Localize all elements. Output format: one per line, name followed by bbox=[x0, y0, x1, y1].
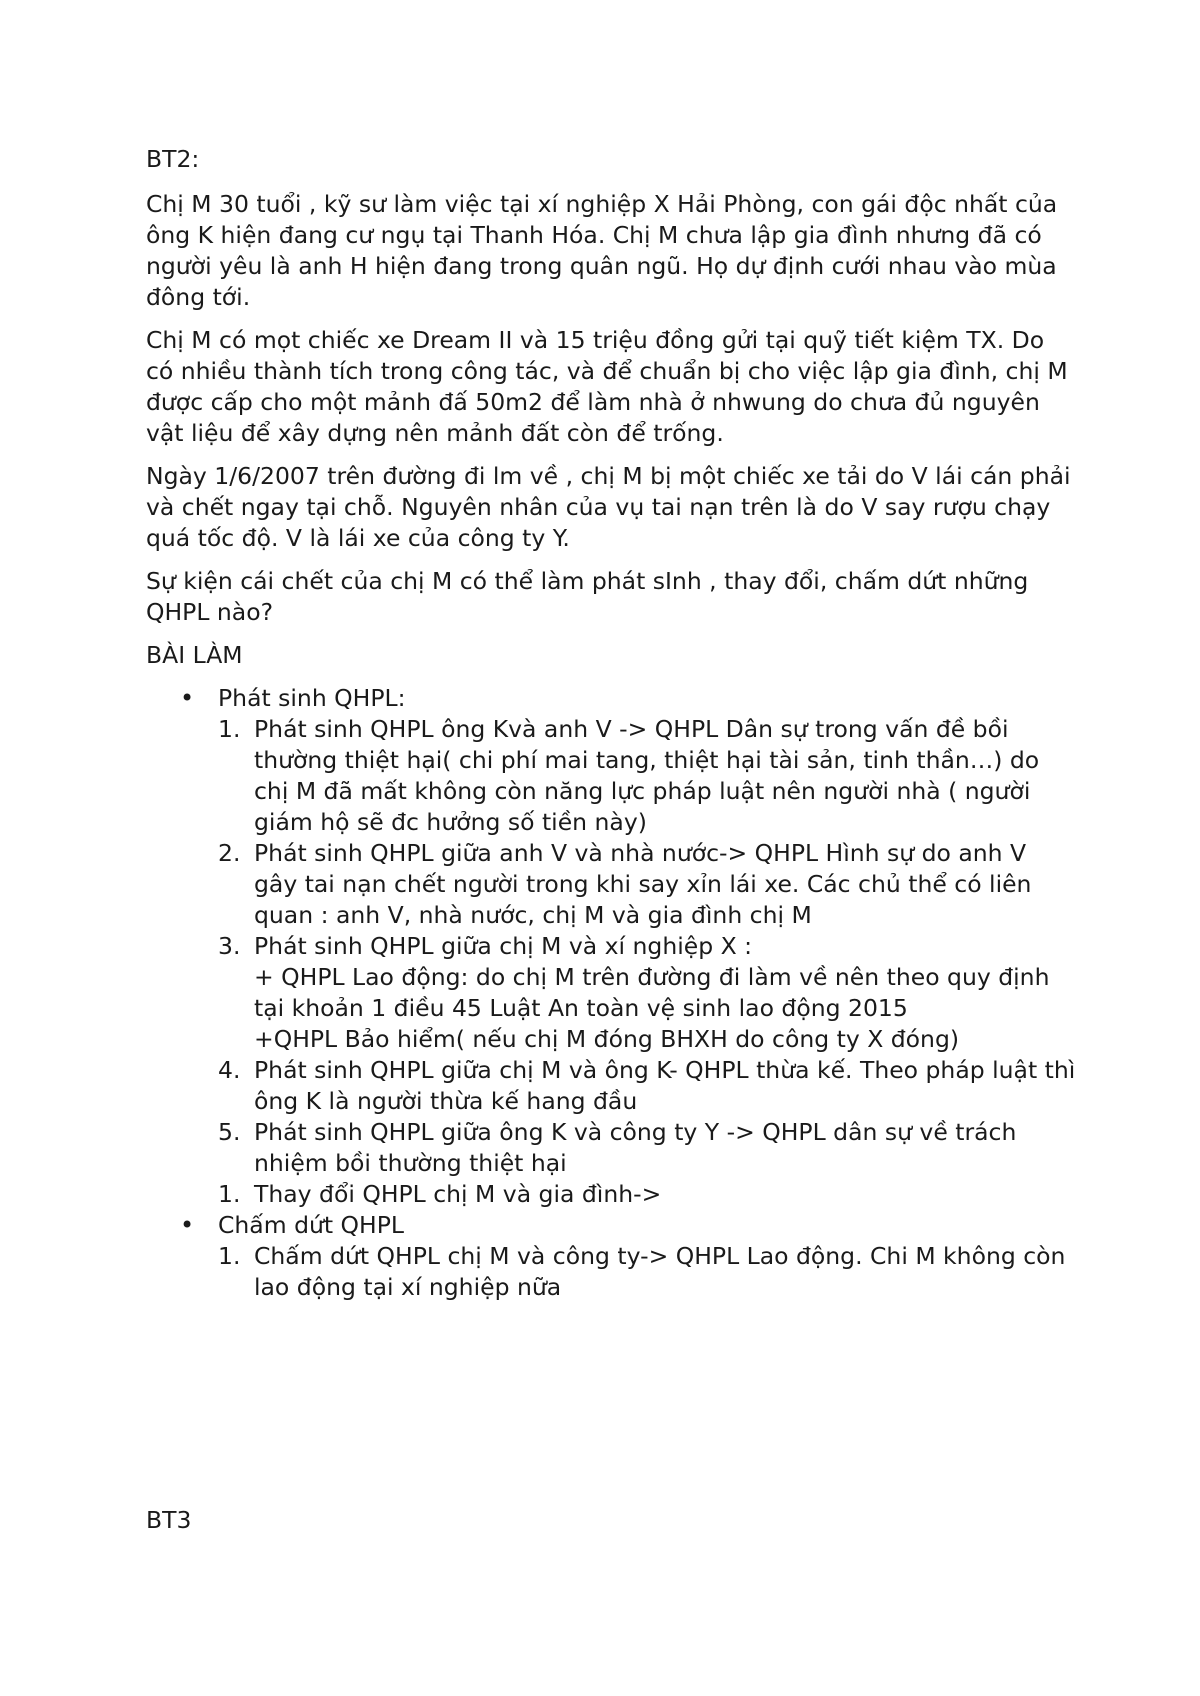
item-text: Phát sinh QHPL giữa ông K và công ty Y -> QHPL dân sự về trách nhiệm bồi thường thiệt hại bbox=[254, 1118, 1017, 1177]
numbered-list bbox=[218, 1241, 1076, 1303]
list-item bbox=[218, 714, 1076, 838]
answer-list bbox=[146, 683, 1076, 1303]
item-text: Thay đổi QHPL chị M và gia đình-> bbox=[254, 1180, 662, 1208]
list-item bbox=[218, 1241, 1076, 1303]
list-item bbox=[218, 1055, 1076, 1117]
list-item bbox=[218, 931, 1076, 1055]
section-label: Chấm dứt QHPL bbox=[218, 1211, 404, 1239]
paragraph-assets: Chị M có mọt chiếc xe Dream II và 15 triệu đồng gửi tại quỹ tiết kiệm TX. Do có nhiều thành tích trong công tác, và để chuẩn bị cho việc lập gia đình, chị M được cấp cho một mảnh đấ 50m2 để làm nhà ở nhwung do chưa đủ nguyên vật liệu để xây dựng nên mảnh đất còn để trống. bbox=[146, 326, 1068, 447]
item-number: 1. bbox=[218, 1180, 241, 1208]
numbered-list bbox=[218, 714, 1076, 1210]
document-body bbox=[146, 144, 1076, 1303]
item-text: Phát sinh QHPL giữa chị M và xí nghiệp X : bbox=[254, 932, 753, 960]
item-number: 1. bbox=[218, 715, 241, 743]
item-number: 5. bbox=[218, 1118, 241, 1146]
item-text: Phát sinh QHPL ông Kvà anh V -> QHPL Dân sự trong vấn đề bồi thường thiệt hại( chi phí mai tang, thiệt hại tài sản, tinh thần…) do chị M đã mất không còn năng lực pháp luật nên người nhà ( người giám hộ sẽ đc hưởng số tiền này) bbox=[254, 715, 1040, 836]
next-exercise-title: BT3 bbox=[146, 1506, 192, 1534]
item-number: 4. bbox=[218, 1056, 241, 1084]
item-subline: +QHPL Bảo hiểm( nếu chị M đóng BHXH do công ty X đóng) bbox=[254, 1025, 960, 1053]
item-number: 2. bbox=[218, 839, 241, 867]
section-label: Phát sinh QHPL: bbox=[218, 684, 406, 712]
item-text: Phát sinh QHPL giữa anh V và nhà nước-> QHPL Hình sự do anh V gây tai nạn chết người trong khi say xỉn lái xe. Các chủ thể có liên quan : anh V, nhà nước, chị M và gia đình chị M bbox=[254, 839, 1032, 929]
section-terminate bbox=[146, 1210, 1076, 1303]
section-arise bbox=[146, 683, 1076, 1210]
paragraph-accident: Ngày 1/6/2007 trên đường đi lm về , chị M bị một chiếc xe tải do V lái cán phải và chết ngay tại chỗ. Nguyên nhân của vụ tai nạn trên là do V say rượu chạy quá tốc độ. V là lái xe của công ty Y. bbox=[146, 462, 1071, 552]
list-item bbox=[218, 838, 1076, 931]
exercise-title: BT2: bbox=[146, 145, 200, 173]
item-subline: + QHPL Lao động: do chị M trên đường đi làm về nên theo quy định tại khoản 1 điều 45 Luật An toàn vệ sinh lao động 2015 bbox=[254, 963, 1050, 1022]
list-item bbox=[218, 1179, 1076, 1210]
paragraph-question: Sự kiện cái chết của chị M có thể làm phát sInh , thay đổi, chấm dứt những QHPL nào? bbox=[146, 567, 1029, 626]
list-item bbox=[218, 1117, 1076, 1179]
answer-heading: BÀI LÀM bbox=[146, 641, 243, 669]
paragraph-intro: Chị M 30 tuổi , kỹ sư làm việc tại xí nghiệp X Hải Phòng, con gái độc nhất của ông K hiện đang cư ngụ tại Thanh Hóa. Chị M chưa lập gia đình nhưng đã có người yêu là anh H hiện đang trong quân ngũ. Họ dự định cưới nhau vào mùa đông tới. bbox=[146, 190, 1058, 311]
item-number: 3. bbox=[218, 932, 241, 960]
item-text: Chấm dứt QHPL chị M và công ty-> QHPL Lao động. Chi M không còn lao động tại xí nghiệp nữa bbox=[254, 1242, 1066, 1301]
item-text: Phát sinh QHPL giữa chị M và ông K- QHPL thừa kế. Theo pháp luật thì ông K là người thừa kế hang đầu bbox=[254, 1056, 1076, 1115]
item-number: 1. bbox=[218, 1242, 241, 1270]
